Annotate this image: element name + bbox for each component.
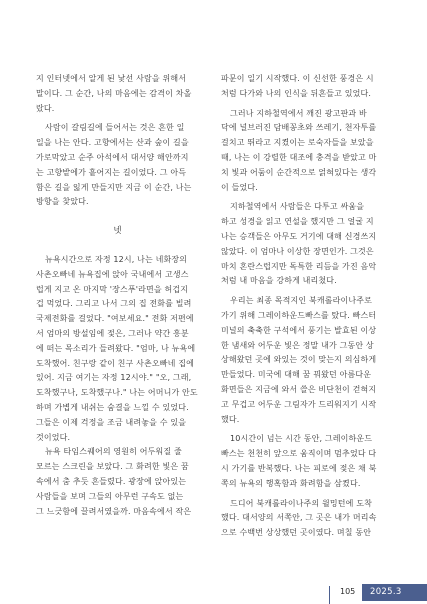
text-line: 있어. 지금 여기는 자정 12시야." "오, 그래,: [36, 373, 192, 383]
text-line: 지하철역에서 사람들은 다투고 싸움을: [230, 202, 365, 212]
text-line: 하고 성경을 읽고 연설을 했지만 그 얼굴 지: [221, 217, 374, 227]
left-paragraph-2: [36, 121, 201, 210]
text-line: 시 가기를 반복했다. 나는 피로에 젖은 채 북: [221, 463, 377, 473]
text-line: 가기 위해 그레이하운드빠스를 탔다. 빠스터: [221, 310, 377, 320]
text-line: 한 냄새와 어두운 빛은 정말 내가 그동안 상: [221, 340, 374, 350]
right-paragraph-4: [221, 294, 386, 427]
left-column: [36, 72, 201, 519]
text-line: 서 엄마의 방설임에 젖은, 그러나 약간 흥분: [36, 328, 189, 338]
text-line: 방향을 찾았다.: [36, 197, 89, 207]
text-line: 미널의 축축한 구석에서 풍기는 발효된 이상: [221, 325, 377, 335]
text-line: 겁 먹었다. 그리고 나서 그의 집 전화를 빌려: [36, 299, 192, 309]
text-line: 닥에 널브러진 담배꽁초와 쓰레기, 천자투를: [221, 123, 377, 133]
page-number: 105: [340, 587, 356, 596]
right-paragraph-2: [221, 107, 386, 196]
text-line: 마치 혼란스럽지만 독특한 리듬을 가진 음악: [221, 261, 377, 271]
text-line: 지 인터넷에서 알게 된 낯선 사람을 위해서: [36, 74, 187, 83]
text-line: 말이다. 그 순간, 나의 마음에는 감격이 차올: [36, 88, 192, 98]
text-line: 뉴욕시간으로 자정 12시, 나는 네화장의: [45, 254, 188, 264]
text-line: 에 떠는 목소리가 들려왔다. "엄마, 나 뉴욕에: [36, 343, 196, 353]
text-line: 럽게 지고 온 마지막 '장스푸'라면을 허겁지: [36, 284, 189, 294]
text-line: 않았다. 이 엄마나 이상한 장면인가. 그것은: [221, 246, 374, 256]
text-line: 도착했구나, 도착했구나." 나는 어머니가 안도: [36, 388, 198, 398]
text-line: 처럼 내 마음을 강하게 내리쳤다.: [221, 276, 337, 286]
text-line: 으로 수백번 상상했던 곳이였다. 며칠 동안: [221, 528, 372, 538]
left-paragraph-4: [36, 445, 201, 519]
issue-badge: 2025.3: [362, 584, 427, 601]
text-line: 파문이 일기 시작했다. 이 신선한 풍경은 시: [221, 74, 374, 83]
text-line: 했다.: [221, 414, 240, 424]
left-paragraph-3: [36, 253, 201, 445]
text-line: 상해왔던 곳에 와있는 것이 맞는지 의심하게: [221, 355, 377, 365]
right-paragraph-5: [221, 432, 386, 491]
text-line: 쪽의 뉴욕의 행혹함과 화려함을 삼켰다.: [221, 478, 361, 488]
text-line: 그들은 이제 걱정을 조금 내려놓을 수 있을: [36, 417, 187, 427]
text-line: 사촌오빠네 뉴욕집에 앉아 국내에서 고생스: [36, 269, 189, 279]
text-line: 함은 길을 잃게 만들지만 지금 이 순간, 나는: [36, 182, 192, 192]
text-line: 속에서 춤 추듯 흔들렸다. 광장에 앉아있는: [36, 476, 187, 486]
text-line: 이 들었다.: [221, 182, 258, 192]
text-line: 일을 나는 안다. 고향에서는 산과 숲이 길을: [36, 138, 189, 148]
text-line: 했다. 대서양의 서쪽안, 그 곳은 내가 머리속: [221, 513, 377, 523]
left-paragraph-1: [36, 72, 201, 116]
text-line: 가로막았고 순주 아석에서 대서양 해안까지: [36, 152, 189, 162]
text-line: 도착했어. 친구랑 같이 친구 사촌오빠네 집에: [36, 358, 194, 368]
footer-divider: [329, 586, 330, 604]
text-line: 모르는 스크린을 보았다. 그 화려한 빛은 꿈: [36, 462, 189, 472]
text-line: 는 고향밭에가 흩어지는 길이었다. 그 아득: [36, 167, 187, 177]
text-line: 걸치고 뛰라고 지켰이는 로숙자들을 보았을: [221, 138, 374, 148]
text-line: 것이었다.: [36, 432, 71, 442]
right-column: [221, 72, 386, 541]
right-paragraph-6: [221, 497, 386, 541]
text-line: 만들었다. 미국에 대해 꿈 꿔왔던 아름다운: [221, 370, 372, 380]
text-line: 하며 가볍게 내쉬는 숨결을 느낄 수 있었다.: [36, 402, 189, 412]
text-line: 처럼 다가와 나의 인식을 뒤흔들고 있었다.: [221, 88, 372, 98]
text-line: 빠스는 천천히 앞으로 움직이며 멈추었다 다: [221, 449, 377, 459]
right-paragraph-3: [221, 200, 386, 289]
right-paragraph-1: [221, 72, 386, 102]
text-line: 그러나 지하철역에서 깨진 광고판과 바: [230, 108, 367, 118]
text-line: 사람들을 보며 그들의 아무런 구속도 없는: [36, 491, 184, 501]
text-line: 사람이 갈림길에 들어서는 것은 흔한 일: [45, 123, 185, 133]
text-line: 고 무겁고 어두운 그림자가 드리워지기 시작: [221, 399, 377, 409]
text-line: 나는 승객들은 아무도 거기에 대해 신경쓰지: [221, 231, 377, 241]
text-line: 우리는 최종 목적지인 북캐롤라이나주로: [230, 296, 373, 306]
text-line: 뉴욕 타임스퀘어의 영원히 어두워질 줄: [45, 447, 182, 457]
text-line: 10시간이 넘는 시간 동안, 그레이하운드: [230, 434, 373, 444]
text-line: 때, 나는 이 강렬한 대조에 충격을 받았고 마: [221, 152, 377, 162]
text-line: 랐다.: [36, 103, 55, 113]
text-line: 화면들은 지금에 와서 쓸은 비단천이 걷혀지: [221, 384, 377, 394]
text-line: 치 빛과 어둠이 순간적으로 얽혀있다는 생각: [221, 167, 377, 177]
text-line: 국제전화를 걸었다. "여보세요." 전화 저편에: [36, 314, 194, 324]
section-heading: 넷: [113, 226, 124, 237]
text-line: 그 느긋함에 끌려서였을까. 마음속에서 작은: [36, 506, 192, 516]
text-line: 드디어 북캐롤라이나주의 윌밍턴에 도착: [230, 498, 373, 508]
